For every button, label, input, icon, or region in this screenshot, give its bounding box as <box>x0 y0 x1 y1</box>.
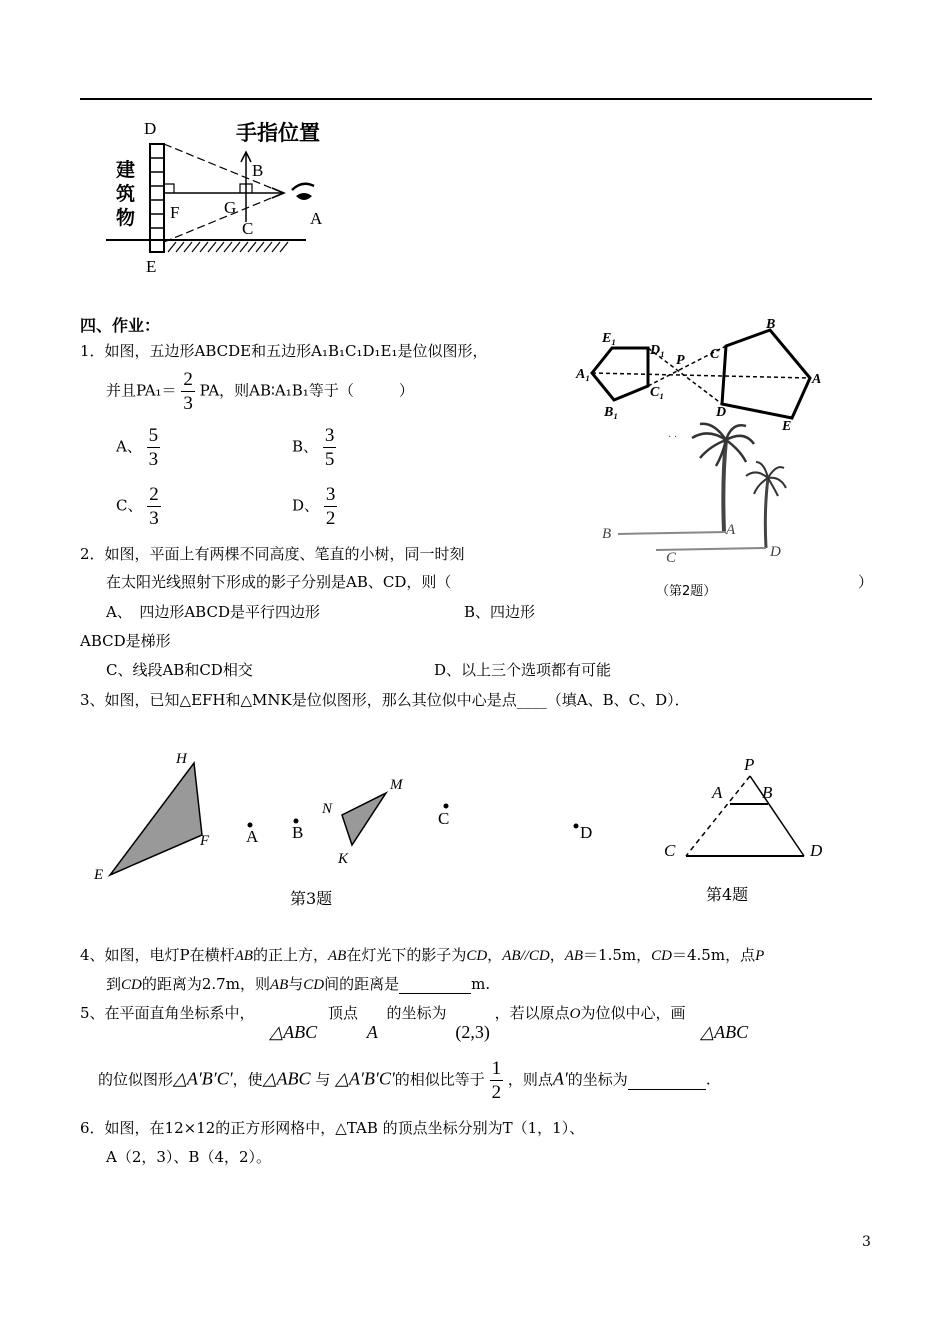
q5-tri-a1b1c1-1: △A′B′C′ <box>173 1068 233 1089</box>
q5-tri-abc-1: △ABC <box>269 1022 318 1042</box>
q4-parallel: // <box>520 948 529 964</box>
q5-line2 <box>98 1059 711 1102</box>
q3-label-N: N <box>322 801 333 817</box>
q5-l2a: 的位似图形 <box>98 1070 174 1089</box>
q1-option-c-label: C、 <box>116 496 143 515</box>
label-D: D <box>144 119 157 138</box>
q4-ab-5: AB <box>269 977 289 993</box>
q5-l1e: 为位似中心，画 <box>580 1004 686 1022</box>
tall-palm <box>692 424 754 532</box>
q4-l1c: 在灯光下的影子为 <box>346 946 467 964</box>
building-char-3: 物 <box>116 207 136 229</box>
q4-l2a: 到 <box>106 975 122 993</box>
tree-label-A: A <box>726 522 736 538</box>
pent-label-B: B <box>766 318 776 332</box>
q4-cd-4: CD <box>121 977 142 993</box>
q4-p: P <box>755 948 765 964</box>
q4-line2 <box>106 973 490 994</box>
q5-l2c: 与 <box>315 1070 331 1089</box>
q1-option-a-den: 3 <box>148 449 159 470</box>
q5-fraction <box>490 1059 504 1102</box>
tree-label-D: D <box>770 544 781 560</box>
q3-label-K: K <box>338 851 349 867</box>
q1-option-a-frac <box>147 426 161 469</box>
q5-origin: O <box>569 1006 581 1022</box>
q5-tri-a1b1c1-2: △A′B′C′ <box>335 1068 395 1089</box>
q1-option-b-label: B、 <box>292 437 319 456</box>
q5-answer-blank[interactable] <box>628 1071 706 1090</box>
pent-label-B1: B₁ <box>604 405 619 420</box>
label-C: C <box>242 219 254 238</box>
q1-option-b-num: 3 <box>324 425 335 446</box>
pent-label-A: A <box>812 372 822 387</box>
q1-frac-num: 2 <box>183 369 193 390</box>
q5-l1c: 的坐标为 <box>386 1004 447 1022</box>
pent-label-C: C <box>710 347 720 362</box>
q1-option-a <box>116 426 160 469</box>
q5-l2b: ，使 <box>232 1070 263 1089</box>
q4-cd-2: CD <box>528 948 550 964</box>
q3-label-M: M <box>390 777 403 793</box>
q2-option-b-cont: ABCD是梯形 <box>80 632 171 650</box>
q4-l1a: 4、如图，电灯P在横杆 <box>80 946 235 964</box>
q5-tri-abc-3: △ABC <box>262 1068 311 1089</box>
q5-l2g: . <box>705 1070 711 1089</box>
header-rule <box>80 98 872 100</box>
q2-option-d: D、以上三个选项都有可能 <box>434 661 612 679</box>
q5-l2d: 的相似比等于 <box>394 1070 485 1089</box>
q4-figure <box>656 750 836 870</box>
q6-line2: A（2，3）、B（4，2）。 <box>106 1148 272 1166</box>
q4-label-D: D <box>810 841 823 860</box>
q3-label-C: C <box>438 809 450 828</box>
q1-option-a-num: 5 <box>148 425 159 446</box>
q3-label-H: H <box>176 751 187 767</box>
q2-line2: 在太阳光线照射下形成的影子分别是AB、CD，则（ <box>106 573 452 591</box>
label-E: E <box>146 257 157 276</box>
q4-l2b: 的距离为2.7m，则 <box>141 975 270 993</box>
q1-option-d-num: 3 <box>325 484 336 505</box>
q4-label-B: B <box>762 783 773 802</box>
tree-label-C: C <box>666 550 677 566</box>
q1-option-c-frac <box>147 485 161 528</box>
pent-label-D: D <box>716 405 727 420</box>
q4-cd-3: CD <box>651 948 672 964</box>
q3-caption: 第3题 <box>290 889 333 908</box>
label-G: G <box>224 198 237 217</box>
q5-tri-abc-2: △ABC <box>700 1022 749 1042</box>
q2-figure-caption: （第2题） <box>656 584 717 599</box>
q4-ab-2: AB <box>327 948 347 964</box>
q5-frac-den: 2 <box>491 1082 502 1103</box>
q3-label-D: D <box>580 823 593 842</box>
q3-label-F: F <box>200 833 210 849</box>
q1-option-b <box>292 426 336 469</box>
q5-coord: (2,3) <box>455 1022 490 1042</box>
building-char-2: 筑 <box>116 183 136 205</box>
q1-fraction <box>181 370 195 413</box>
label-F: F <box>170 203 180 222</box>
q4-cd-5: CD <box>303 977 325 993</box>
q4-l1d: ， <box>487 946 503 964</box>
q6-line1: 6．如图，在12×12的正方形网格中，△TAB 的顶点坐标分别为T（1，1）、 <box>80 1119 585 1137</box>
q1-line2 <box>106 370 414 413</box>
pent-label-E: E <box>782 419 792 434</box>
q5-vertex-a: A <box>366 1022 378 1042</box>
q5-l1b: 顶点 <box>327 1004 358 1022</box>
q4-cd-1: CD <box>466 948 488 964</box>
q4-l1e: ， <box>549 946 565 964</box>
q1-option-c-num: 2 <box>149 484 159 505</box>
q1-option-d-den: 2 <box>325 508 336 529</box>
q5-point-a-prime: A′ <box>552 1068 568 1089</box>
q4-l2e: m. <box>471 975 491 993</box>
q3-label-B: B <box>292 823 304 842</box>
q4-ab-3: AB <box>502 948 521 964</box>
q4-label-P: P <box>744 755 755 774</box>
pent-label-A1: A₁ <box>576 367 591 382</box>
building-label <box>116 158 135 230</box>
pent-label-P: P <box>676 353 685 368</box>
pent-label-D1: D₁ <box>650 343 665 358</box>
q4-label-C: C <box>664 841 676 860</box>
section-title: 四、作业： <box>80 316 161 335</box>
q1-line1: 1．如图，五边形ABCDE和五边形A₁B₁C₁D₁E₁是位似图形， <box>80 342 488 360</box>
q2-option-b: B、四边形 <box>464 603 536 621</box>
q5-l1a: 5、在平面直角坐标系中， <box>80 1004 255 1022</box>
q5-line1 <box>80 1002 748 1042</box>
q1-option-d-frac <box>324 485 338 528</box>
q1-option-c-den: 3 <box>149 508 159 529</box>
q1-line2-pre: 并且PA₁＝ <box>106 381 177 400</box>
q4-ab-1: AB <box>234 948 253 964</box>
short-palm <box>746 462 786 548</box>
q1-option-a-label: A、 <box>116 437 142 456</box>
q1-line2-post: PA，则AB∶A₁B₁等于（ ） <box>199 381 414 400</box>
building-char-1: 建 <box>116 159 136 181</box>
q4-l2c: 与 <box>288 975 304 993</box>
finger-position-label: 手指位置 <box>236 121 320 145</box>
q4-ab-4: AB <box>564 948 584 964</box>
q3-label-E: E <box>94 867 104 883</box>
pent-label-C1: C₁ <box>650 385 665 400</box>
q4-answer-blank[interactable] <box>399 975 471 994</box>
q4-l2d: 间的距离是 <box>324 975 400 993</box>
q4-l1f: ＝1.5m， <box>583 946 652 964</box>
label-A: A <box>310 209 323 228</box>
page-number: 3 <box>862 1234 871 1250</box>
q4-line1 <box>80 944 764 965</box>
q1-option-d <box>292 485 337 528</box>
q1-frac-den: 3 <box>183 393 193 414</box>
q2-option-a: A、 四边形ABCD是平行四边形 <box>106 603 320 621</box>
q3-figure <box>90 745 610 885</box>
q4-caption: 第4题 <box>706 885 749 904</box>
q1-option-d-label: D、 <box>292 496 320 515</box>
q1-option-b-frac <box>323 426 337 469</box>
q4-l1b: 的正上方， <box>252 946 328 964</box>
q3-label-A: A <box>246 827 259 846</box>
q1-option-b-den: 5 <box>324 449 335 470</box>
q4-label-A: A <box>712 783 723 802</box>
tree-label-B: B <box>602 526 612 542</box>
q5-l2e: ，则点 <box>507 1070 553 1089</box>
q5-l2f: 的坐标为 <box>567 1070 628 1089</box>
q5-frac-num: 1 <box>491 1058 502 1079</box>
q1-option-c <box>116 485 161 528</box>
tree-dots: · · <box>668 432 678 443</box>
q2-line2-end: ） <box>858 573 874 591</box>
q5-l1d: ，若以原点 <box>494 1004 570 1022</box>
q3-text: 3、如图，已知△EFH和△MNK是位似图形，那么其位似中心是点____（填A、B、C、D）． <box>80 691 690 709</box>
pent-label-E1: E₁ <box>602 331 617 346</box>
trees-figure <box>596 420 816 570</box>
q2-option-c: C、线段AB和CD相交 <box>106 661 253 679</box>
q2-line1: 2．如图，平面上有两棵不同高度、笔直的小树，同一时刻 <box>80 545 465 563</box>
q4-l1g: ＝4.5m，点 <box>671 946 756 964</box>
label-B: B <box>252 161 264 180</box>
